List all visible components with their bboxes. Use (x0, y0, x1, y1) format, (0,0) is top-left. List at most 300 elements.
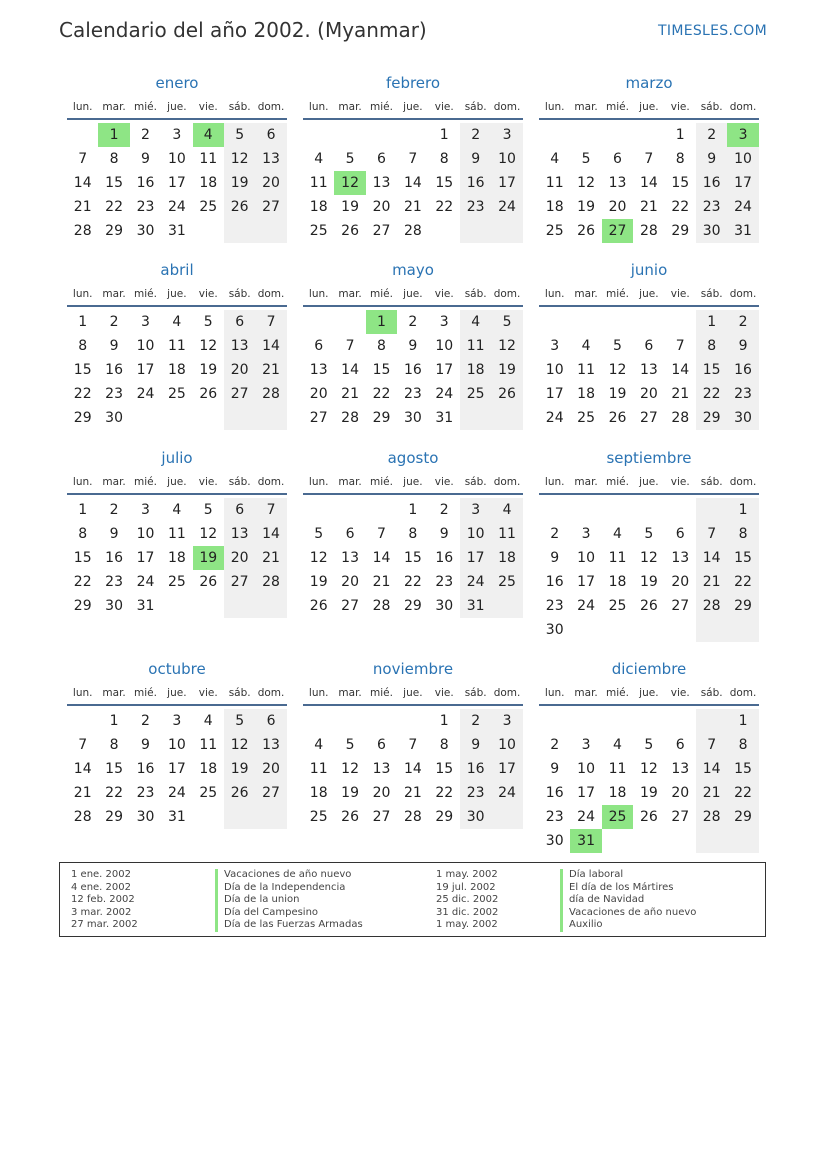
day-cell[interactable]: 30 (727, 406, 758, 430)
day-cell[interactable]: 17 (491, 171, 522, 195)
day-cell[interactable]: 22 (435, 199, 454, 215)
day-cell[interactable]: 11 (167, 338, 186, 354)
day-cell[interactable]: 1 (109, 713, 119, 729)
day-cell[interactable]: 27 (224, 382, 255, 406)
day-cell[interactable]: 16 (727, 358, 758, 382)
day-cell[interactable]: 1 (675, 127, 685, 143)
day-cell[interactable]: 15 (727, 757, 758, 781)
day-cell[interactable]: 9 (109, 526, 119, 542)
day-cell[interactable]: 20 (309, 386, 328, 402)
day-cell[interactable]: 24 (435, 386, 454, 402)
day-cell[interactable]: 3 (491, 123, 522, 147)
day-cell[interactable]: 29 (372, 410, 391, 426)
day-cell[interactable]: 9 (141, 737, 150, 753)
day-cell[interactable]: 12 (491, 334, 522, 358)
day-cell[interactable]: 20 (372, 199, 391, 215)
day-cell[interactable]: 26 (309, 598, 328, 614)
day-cell[interactable]: 6 (644, 338, 654, 354)
day-cell[interactable]: 17 (491, 757, 522, 781)
day-cell[interactable]: 18 (167, 550, 186, 566)
day-cell[interactable]: 22 (403, 574, 422, 590)
day-cell[interactable]: 16 (105, 550, 123, 566)
day-cell[interactable]: 5 (203, 502, 213, 518)
day-cell[interactable]: 3 (581, 737, 591, 753)
day-cell[interactable]: 13 (671, 761, 690, 777)
day-cell[interactable]: 24 (577, 598, 595, 614)
day-cell[interactable]: 13 (372, 175, 391, 191)
day-cell[interactable]: 8 (377, 338, 386, 354)
day-cell[interactable]: 17 (545, 386, 564, 402)
day-cell[interactable]: 19 (491, 358, 522, 382)
day-cell[interactable]: 12 (639, 761, 658, 777)
day-cell[interactable]: 7 (345, 338, 355, 354)
day-cell[interactable]: 28 (341, 410, 359, 426)
day-cell[interactable]: 23 (136, 199, 155, 215)
day-cell[interactable]: 17 (460, 546, 491, 570)
day-cell[interactable]: 22 (727, 781, 758, 805)
day-cell[interactable]: 9 (727, 334, 758, 358)
day-cell[interactable]: 26 (491, 382, 522, 406)
day-cell[interactable]: 19 (224, 171, 255, 195)
day-cell[interactable]: 15 (73, 550, 92, 566)
day-cell[interactable]: 24 (491, 781, 522, 805)
day-cell[interactable]: 28 (639, 223, 658, 239)
day-cell[interactable]: 21 (403, 785, 422, 801)
day-cell[interactable]: 24 (577, 809, 595, 825)
day-cell[interactable]: 3 (460, 498, 491, 522)
day-cell[interactable]: 9 (550, 761, 560, 777)
day-cell[interactable]: 2 (141, 127, 150, 143)
day-cell[interactable]: 22 (696, 382, 727, 406)
day-cell[interactable]: 6 (377, 151, 386, 167)
day-cell[interactable]: 27 (671, 598, 690, 614)
day-cell[interactable]: 10 (167, 737, 186, 753)
day-cell[interactable]: 25 (199, 785, 218, 801)
day-cell[interactable]: 1 (696, 310, 727, 334)
day-cell[interactable]: 24 (727, 195, 758, 219)
day-cell[interactable]: 4 (172, 502, 182, 518)
day-cell[interactable]: 18 (608, 785, 627, 801)
day-cell[interactable]: 4 (491, 498, 522, 522)
day-cell[interactable]: 23 (136, 785, 155, 801)
day-cell[interactable]: 13 (671, 550, 690, 566)
day-cell[interactable]: 18 (199, 761, 218, 777)
day-cell[interactable]: 7 (78, 151, 88, 167)
day-cell[interactable]: 20 (671, 785, 690, 801)
day-cell[interactable]: 11 (309, 175, 328, 191)
day-cell[interactable]: 18 (309, 199, 328, 215)
day-cell[interactable]: 1 (439, 713, 449, 729)
day-cell[interactable]: 20 (372, 785, 391, 801)
day-cell[interactable]: 14 (696, 546, 727, 570)
day-cell[interactable]: 24 (545, 410, 564, 426)
day-cell[interactable]: 30 (435, 598, 454, 614)
day-cell[interactable]: 25 (309, 223, 328, 239)
day-cell[interactable]: 26 (577, 223, 595, 239)
day-cell[interactable]: 3 (439, 314, 449, 330)
day-cell[interactable]: 15 (73, 362, 92, 378)
day-cell[interactable]: 26 (639, 809, 658, 825)
day-cell[interactable]: 26 (199, 386, 218, 402)
day-cell[interactable]: 6 (255, 123, 286, 147)
brand-logo[interactable]: TIMESLES.COM (658, 23, 767, 39)
day-cell[interactable]: 16 (545, 785, 564, 801)
day-cell[interactable]: 9 (439, 526, 449, 542)
holiday-day-cell[interactable]: 31 (570, 829, 601, 853)
day-cell[interactable]: 27 (372, 223, 391, 239)
day-cell[interactable]: 8 (675, 151, 685, 167)
day-cell[interactable]: 7 (675, 338, 685, 354)
day-cell[interactable]: 28 (696, 805, 727, 829)
day-cell[interactable]: 16 (435, 550, 454, 566)
day-cell[interactable]: 14 (255, 334, 286, 358)
day-cell[interactable]: 2 (408, 314, 418, 330)
day-cell[interactable]: 21 (639, 199, 658, 215)
day-cell[interactable]: 4 (172, 314, 182, 330)
day-cell[interactable]: 22 (105, 785, 123, 801)
day-cell[interactable]: 12 (341, 761, 359, 777)
day-cell[interactable]: 10 (491, 733, 522, 757)
day-cell[interactable]: 31 (167, 223, 186, 239)
day-cell[interactable]: 7 (696, 733, 727, 757)
day-cell[interactable]: 7 (255, 310, 286, 334)
day-cell[interactable]: 15 (435, 175, 454, 191)
day-cell[interactable]: 25 (167, 574, 186, 590)
day-cell[interactable]: 8 (696, 334, 727, 358)
day-cell[interactable]: 3 (172, 127, 182, 143)
day-cell[interactable]: 15 (727, 546, 758, 570)
day-cell[interactable]: 19 (224, 757, 255, 781)
day-cell[interactable]: 28 (73, 223, 92, 239)
day-cell[interactable]: 2 (460, 123, 491, 147)
day-cell[interactable]: 17 (577, 785, 595, 801)
day-cell[interactable]: 29 (73, 598, 92, 614)
day-cell[interactable]: 8 (408, 526, 418, 542)
day-cell[interactable]: 3 (141, 502, 150, 518)
day-cell[interactable]: 21 (671, 386, 690, 402)
day-cell[interactable]: 9 (550, 550, 560, 566)
day-cell[interactable]: 1 (439, 127, 449, 143)
day-cell[interactable]: 8 (439, 151, 449, 167)
day-cell[interactable]: 31 (727, 219, 758, 243)
day-cell[interactable]: 10 (727, 147, 758, 171)
day-cell[interactable]: 15 (105, 175, 123, 191)
day-cell[interactable]: 21 (73, 785, 92, 801)
day-cell[interactable]: 21 (255, 358, 286, 382)
day-cell[interactable]: 3 (141, 314, 150, 330)
day-cell[interactable]: 30 (105, 410, 123, 426)
day-cell[interactable]: 8 (109, 737, 119, 753)
day-cell[interactable]: 17 (136, 362, 155, 378)
day-cell[interactable]: 17 (167, 761, 186, 777)
day-cell[interactable]: 21 (696, 570, 727, 594)
day-cell[interactable]: 28 (255, 570, 286, 594)
day-cell[interactable]: 26 (608, 410, 627, 426)
day-cell[interactable]: 29 (105, 223, 123, 239)
day-cell[interactable]: 10 (577, 550, 595, 566)
day-cell[interactable]: 8 (78, 338, 88, 354)
day-cell[interactable]: 6 (314, 338, 324, 354)
day-cell[interactable]: 5 (345, 151, 355, 167)
day-cell[interactable]: 4 (550, 151, 560, 167)
day-cell[interactable]: 12 (577, 175, 595, 191)
holiday-day-cell[interactable]: 19 (193, 546, 224, 570)
day-cell[interactable]: 7 (78, 737, 88, 753)
day-cell[interactable]: 30 (136, 223, 155, 239)
day-cell[interactable]: 30 (696, 219, 727, 243)
day-cell[interactable]: 27 (639, 410, 658, 426)
day-cell[interactable]: 23 (403, 386, 422, 402)
day-cell[interactable]: 5 (203, 314, 213, 330)
day-cell[interactable]: 12 (199, 526, 218, 542)
day-cell[interactable]: 24 (167, 199, 186, 215)
day-cell[interactable]: 5 (644, 526, 654, 542)
day-cell[interactable]: 28 (255, 382, 286, 406)
day-cell[interactable]: 31 (435, 410, 454, 426)
holiday-day-cell[interactable]: 27 (602, 219, 633, 243)
day-cell[interactable]: 11 (309, 761, 328, 777)
day-cell[interactable]: 7 (408, 737, 418, 753)
day-cell[interactable]: 12 (199, 338, 218, 354)
day-cell[interactable]: 19 (608, 386, 627, 402)
day-cell[interactable]: 24 (491, 195, 522, 219)
holiday-day-cell[interactable]: 25 (602, 805, 633, 829)
day-cell[interactable]: 11 (577, 362, 595, 378)
day-cell[interactable]: 1 (727, 709, 758, 733)
day-cell[interactable]: 6 (613, 151, 622, 167)
day-cell[interactable]: 16 (105, 362, 123, 378)
day-cell[interactable]: 5 (314, 526, 324, 542)
day-cell[interactable]: 18 (199, 175, 218, 191)
day-cell[interactable]: 1 (78, 314, 88, 330)
day-cell[interactable]: 4 (314, 151, 324, 167)
day-cell[interactable]: 19 (309, 574, 328, 590)
day-cell[interactable]: 15 (671, 175, 690, 191)
day-cell[interactable]: 19 (199, 362, 218, 378)
day-cell[interactable]: 19 (341, 785, 359, 801)
day-cell[interactable]: 21 (696, 781, 727, 805)
day-cell[interactable]: 9 (141, 151, 150, 167)
day-cell[interactable]: 23 (727, 382, 758, 406)
day-cell[interactable]: 3 (491, 709, 522, 733)
day-cell[interactable]: 20 (255, 757, 286, 781)
day-cell[interactable]: 15 (435, 761, 454, 777)
day-cell[interactable]: 19 (341, 199, 359, 215)
day-cell[interactable]: 5 (224, 709, 255, 733)
day-cell[interactable]: 1 (408, 502, 418, 518)
holiday-day-cell[interactable]: 12 (334, 171, 365, 195)
day-cell[interactable]: 5 (224, 123, 255, 147)
day-cell[interactable]: 24 (136, 386, 155, 402)
day-cell[interactable]: 8 (727, 522, 758, 546)
day-cell[interactable]: 22 (73, 386, 92, 402)
day-cell[interactable]: 11 (491, 522, 522, 546)
day-cell[interactable]: 12 (639, 550, 658, 566)
day-cell[interactable]: 14 (403, 175, 422, 191)
day-cell[interactable]: 2 (727, 310, 758, 334)
day-cell[interactable]: 15 (105, 761, 123, 777)
day-cell[interactable]: 25 (545, 223, 564, 239)
day-cell[interactable]: 27 (255, 195, 286, 219)
day-cell[interactable]: 16 (136, 761, 155, 777)
day-cell[interactable]: 15 (696, 358, 727, 382)
day-cell[interactable]: 11 (608, 550, 627, 566)
day-cell[interactable]: 13 (255, 733, 286, 757)
day-cell[interactable]: 26 (341, 809, 359, 825)
day-cell[interactable]: 22 (435, 785, 454, 801)
day-cell[interactable]: 16 (460, 757, 491, 781)
day-cell[interactable]: 2 (109, 502, 119, 518)
day-cell[interactable]: 20 (671, 574, 690, 590)
day-cell[interactable]: 30 (136, 809, 155, 825)
day-cell[interactable]: 20 (224, 546, 255, 570)
day-cell[interactable]: 11 (545, 175, 564, 191)
day-cell[interactable]: 1 (78, 502, 88, 518)
day-cell[interactable]: 11 (199, 737, 218, 753)
day-cell[interactable]: 26 (224, 781, 255, 805)
day-cell[interactable]: 19 (639, 785, 658, 801)
day-cell[interactable]: 5 (581, 151, 591, 167)
day-cell[interactable]: 25 (491, 570, 522, 594)
day-cell[interactable]: 29 (696, 406, 727, 430)
day-cell[interactable]: 23 (435, 574, 454, 590)
holiday-day-cell[interactable]: 4 (193, 123, 224, 147)
day-cell[interactable]: 13 (224, 334, 255, 358)
day-cell[interactable]: 27 (341, 598, 359, 614)
day-cell[interactable]: 23 (460, 195, 491, 219)
day-cell[interactable]: 31 (460, 594, 491, 618)
day-cell[interactable]: 19 (577, 199, 595, 215)
day-cell[interactable]: 7 (377, 526, 386, 542)
day-cell[interactable]: 8 (727, 733, 758, 757)
day-cell[interactable]: 11 (199, 151, 218, 167)
day-cell[interactable]: 17 (577, 574, 595, 590)
day-cell[interactable]: 14 (341, 362, 359, 378)
day-cell[interactable]: 6 (377, 737, 386, 753)
day-cell[interactable]: 27 (255, 781, 286, 805)
day-cell[interactable]: 17 (727, 171, 758, 195)
day-cell[interactable]: 7 (408, 151, 418, 167)
holiday-day-cell[interactable]: 3 (727, 123, 758, 147)
day-cell[interactable]: 14 (255, 522, 286, 546)
day-cell[interactable]: 28 (403, 809, 422, 825)
day-cell[interactable]: 27 (309, 410, 328, 426)
day-cell[interactable]: 24 (136, 574, 155, 590)
day-cell[interactable]: 18 (309, 785, 328, 801)
day-cell[interactable]: 13 (608, 175, 627, 191)
day-cell[interactable]: 30 (460, 805, 491, 829)
day-cell[interactable]: 25 (608, 598, 627, 614)
day-cell[interactable]: 28 (671, 410, 690, 426)
day-cell[interactable]: 17 (167, 175, 186, 191)
day-cell[interactable]: 10 (136, 338, 155, 354)
day-cell[interactable]: 7 (696, 522, 727, 546)
day-cell[interactable]: 2 (109, 314, 119, 330)
day-cell[interactable]: 1 (727, 498, 758, 522)
day-cell[interactable]: 29 (73, 410, 92, 426)
day-cell[interactable]: 17 (136, 550, 155, 566)
day-cell[interactable]: 12 (224, 733, 255, 757)
day-cell[interactable]: 18 (608, 574, 627, 590)
day-cell[interactable]: 4 (460, 310, 491, 334)
day-cell[interactable]: 10 (136, 526, 155, 542)
day-cell[interactable]: 9 (408, 338, 418, 354)
day-cell[interactable]: 23 (105, 574, 123, 590)
day-cell[interactable]: 13 (372, 761, 391, 777)
day-cell[interactable]: 10 (577, 761, 595, 777)
day-cell[interactable]: 9 (109, 338, 119, 354)
day-cell[interactable]: 4 (314, 737, 324, 753)
day-cell[interactable]: 26 (341, 223, 359, 239)
day-cell[interactable]: 13 (639, 362, 658, 378)
day-cell[interactable]: 28 (696, 594, 727, 618)
day-cell[interactable]: 11 (460, 334, 491, 358)
day-cell[interactable]: 18 (167, 362, 186, 378)
day-cell[interactable]: 20 (255, 171, 286, 195)
day-cell[interactable]: 25 (309, 809, 328, 825)
day-cell[interactable]: 23 (545, 598, 564, 614)
day-cell[interactable]: 28 (403, 223, 422, 239)
day-cell[interactable]: 2 (460, 709, 491, 733)
day-cell[interactable]: 21 (372, 574, 391, 590)
day-cell[interactable]: 25 (460, 382, 491, 406)
day-cell[interactable]: 10 (435, 338, 454, 354)
day-cell[interactable]: 18 (577, 386, 595, 402)
day-cell[interactable]: 9 (696, 147, 727, 171)
day-cell[interactable]: 23 (460, 781, 491, 805)
day-cell[interactable]: 14 (73, 761, 92, 777)
day-cell[interactable]: 22 (727, 570, 758, 594)
day-cell[interactable]: 24 (460, 570, 491, 594)
day-cell[interactable]: 3 (550, 338, 560, 354)
day-cell[interactable]: 18 (491, 546, 522, 570)
day-cell[interactable]: 6 (345, 526, 355, 542)
day-cell[interactable]: 30 (545, 622, 564, 638)
day-cell[interactable]: 27 (671, 809, 690, 825)
day-cell[interactable]: 29 (105, 809, 123, 825)
day-cell[interactable]: 14 (671, 362, 690, 378)
day-cell[interactable]: 19 (639, 574, 658, 590)
day-cell[interactable]: 2 (696, 123, 727, 147)
day-cell[interactable]: 8 (439, 737, 449, 753)
day-cell[interactable]: 22 (73, 574, 92, 590)
day-cell[interactable]: 4 (613, 526, 622, 542)
holiday-day-cell[interactable]: 1 (366, 310, 397, 334)
day-cell[interactable]: 11 (608, 761, 627, 777)
day-cell[interactable]: 26 (224, 195, 255, 219)
day-cell[interactable]: 13 (224, 522, 255, 546)
day-cell[interactable]: 27 (372, 809, 391, 825)
day-cell[interactable]: 7 (255, 498, 286, 522)
day-cell[interactable]: 20 (639, 386, 658, 402)
day-cell[interactable]: 11 (167, 526, 186, 542)
day-cell[interactable]: 25 (577, 410, 595, 426)
day-cell[interactable]: 20 (224, 358, 255, 382)
day-cell[interactable]: 15 (372, 362, 391, 378)
holiday-day-cell[interactable]: 1 (98, 123, 129, 147)
day-cell[interactable]: 14 (639, 175, 658, 191)
day-cell[interactable]: 29 (727, 805, 758, 829)
day-cell[interactable]: 4 (581, 338, 591, 354)
day-cell[interactable]: 2 (550, 526, 560, 542)
day-cell[interactable]: 5 (345, 737, 355, 753)
day-cell[interactable]: 29 (671, 223, 690, 239)
day-cell[interactable]: 28 (73, 809, 92, 825)
day-cell[interactable]: 3 (581, 526, 591, 542)
day-cell[interactable]: 5 (613, 338, 622, 354)
day-cell[interactable]: 29 (727, 594, 758, 618)
day-cell[interactable]: 30 (105, 598, 123, 614)
